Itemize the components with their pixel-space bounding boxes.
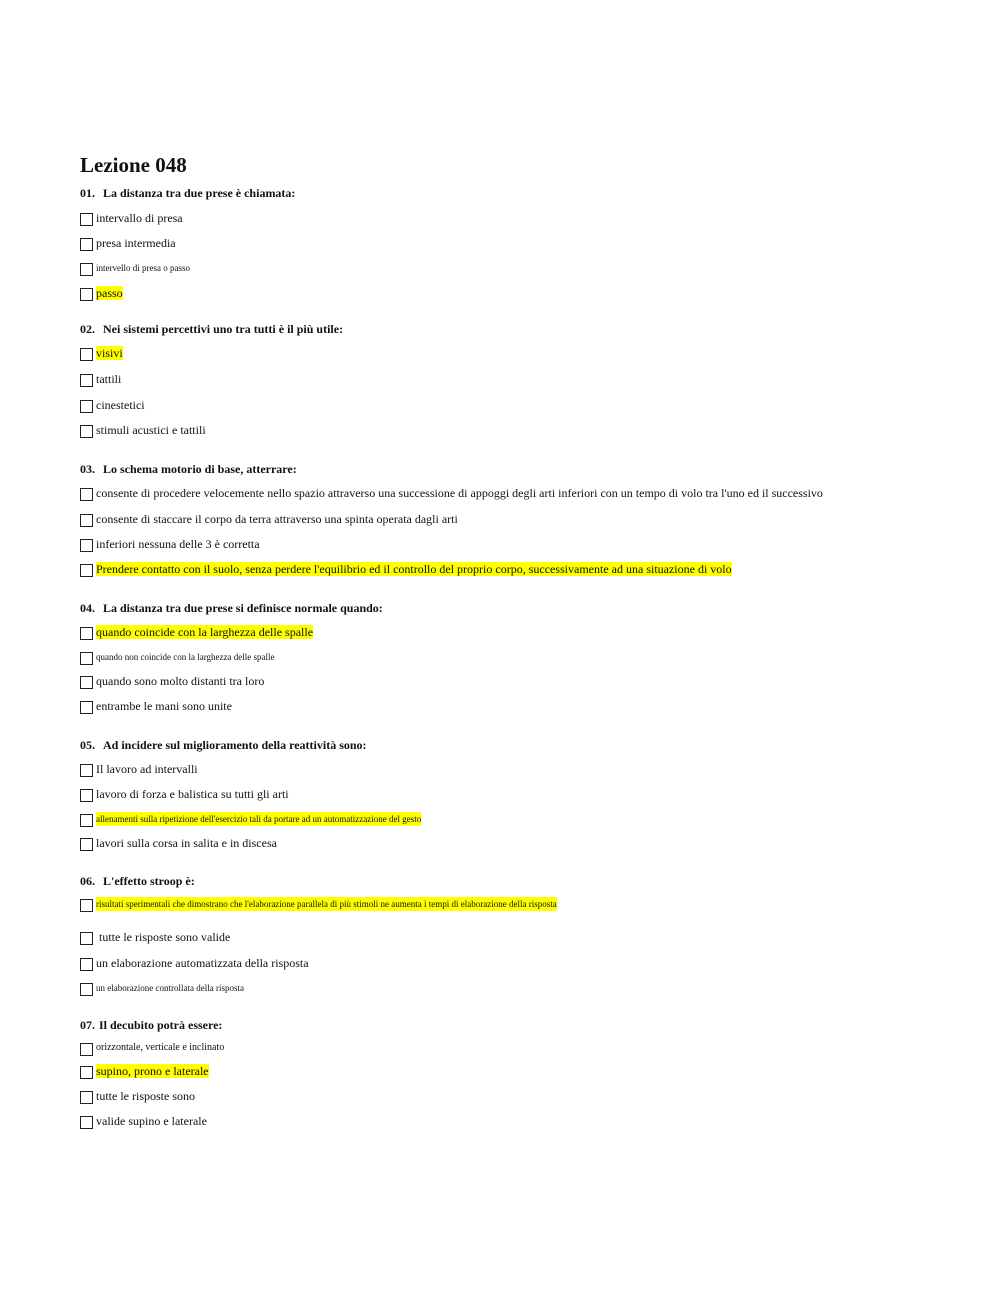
question-05 [80, 737, 367, 753]
question-number: 04. [80, 601, 95, 615]
checkbox[interactable] [80, 627, 93, 640]
option-label: lavoro di forza e balistica su tutti gli arti [96, 787, 289, 801]
question-text: Il decubito potrà essere: [99, 1018, 223, 1032]
option-label: tattili [96, 372, 122, 386]
checkbox[interactable] [80, 348, 93, 361]
option-label: risultati sperimentali che dimostrano che l'elaborazione parallela di più stimoli ne aumenta i tempi di elaborazione della risposta [96, 899, 557, 909]
checkbox[interactable] [80, 652, 93, 665]
option-label: consente di staccare il corpo da terra attraverso una spinta operata dagli arti [96, 512, 458, 526]
option-06-b[interactable] [80, 928, 230, 946]
checkbox[interactable] [80, 514, 93, 527]
option-label: quando non coincide con la larghezza delle spalle [96, 652, 275, 662]
option-06-d[interactable] [80, 979, 244, 997]
checkbox[interactable] [80, 1043, 93, 1056]
question-number: 02. [80, 322, 95, 336]
option-label: supino, prono e laterale [96, 1064, 209, 1078]
option-03-c[interactable] [80, 535, 260, 553]
question-02 [80, 321, 343, 337]
option-label: cinestetici [96, 398, 145, 412]
option-06-a[interactable] [80, 895, 557, 913]
option-label: Il lavoro ad intervalli [96, 762, 198, 776]
question-text: L'effetto stroop è: [103, 874, 195, 888]
option-label: Prendere contatto con il suolo, senza perdere l'equilibrio ed il controllo del proprio corpo, successivamente ad una situazione di volo [96, 562, 732, 576]
option-label: visivi [96, 346, 123, 360]
checkbox[interactable] [80, 958, 93, 971]
checkbox[interactable] [80, 814, 93, 827]
checkbox[interactable] [80, 539, 93, 552]
checkbox[interactable] [80, 932, 93, 945]
question-number: 07. [80, 1018, 95, 1032]
option-05-a[interactable] [80, 760, 198, 778]
checkbox[interactable] [80, 838, 93, 851]
question-04 [80, 600, 383, 616]
option-label: entrambe le mani sono unite [96, 699, 232, 713]
option-07-d[interactable] [80, 1112, 207, 1130]
option-label: orizzontale, verticale e inclinato [96, 1042, 225, 1053]
option-label: allenamenti sulla ripetizione dell'esercizio tali da portare ad un automatizzazione del gesto [96, 814, 422, 824]
question-text: Nei sistemi percettivi uno tra tutti è il più utile: [103, 322, 344, 336]
option-label: presa intermedia [96, 236, 176, 250]
option-03-b[interactable] [80, 510, 458, 528]
question-text: Lo schema motorio di base, atterrare: [103, 462, 297, 476]
option-03-d[interactable] [80, 560, 732, 578]
question-text: La distanza tra due prese è chiamata: [103, 186, 296, 200]
page-title: Lezione 048 [80, 153, 187, 177]
option-02-d[interactable] [80, 421, 206, 439]
question-text: La distanza tra due prese si definisce normale quando: [103, 601, 383, 615]
checkbox[interactable] [80, 263, 93, 276]
option-03-a[interactable] [80, 484, 823, 502]
checkbox[interactable] [80, 425, 93, 438]
option-label: consente di procedere velocemente nello spazio attraverso una successione di appoggi degli arti inferiori con un tempo di volo tra l'uno ed il successivo [96, 486, 823, 500]
checkbox[interactable] [80, 1066, 93, 1079]
option-label: quando coincide con la larghezza delle spalle [96, 625, 314, 639]
checkbox[interactable] [80, 288, 93, 301]
option-07-a[interactable] [80, 1039, 224, 1057]
option-02-b[interactable] [80, 370, 121, 388]
option-label: quando sono molto distanti tra loro [96, 674, 265, 688]
checkbox[interactable] [80, 1116, 93, 1129]
option-04-a[interactable] [80, 623, 313, 641]
option-label: intervello di presa o passo [96, 263, 190, 273]
option-07-b[interactable] [80, 1062, 209, 1080]
option-label: un elaborazione controllata della risposta [96, 983, 244, 993]
question-number: 05. [80, 738, 95, 752]
option-06-c[interactable] [80, 954, 309, 972]
checkbox[interactable] [80, 213, 93, 226]
question-number: 01. [80, 186, 95, 200]
option-07-c[interactable] [80, 1087, 195, 1105]
option-label: inferiori nessuna delle 3 è corretta [96, 537, 260, 551]
checkbox[interactable] [80, 676, 93, 689]
option-05-d[interactable] [80, 834, 277, 852]
option-label: lavori sulla corsa in salita e in discesa [96, 836, 277, 850]
checkbox[interactable] [80, 789, 93, 802]
option-05-c[interactable] [80, 810, 421, 828]
option-label: passo [96, 286, 123, 300]
option-05-b[interactable] [80, 785, 289, 803]
question-number: 03. [80, 462, 95, 476]
option-label: un elaborazione automatizzata della risposta [96, 956, 309, 970]
option-01-c[interactable] [80, 259, 190, 277]
option-02-c[interactable] [80, 396, 145, 414]
option-02-a[interactable] [80, 344, 123, 362]
question-number: 06. [80, 874, 95, 888]
option-04-d[interactable] [80, 697, 232, 715]
checkbox[interactable] [80, 238, 93, 251]
question-07 [80, 1017, 222, 1033]
option-01-d[interactable] [80, 284, 123, 302]
checkbox[interactable] [80, 374, 93, 387]
checkbox[interactable] [80, 764, 93, 777]
checkbox[interactable] [80, 983, 93, 996]
question-06 [80, 873, 195, 889]
option-04-c[interactable] [80, 672, 264, 690]
question-03 [80, 461, 297, 477]
option-01-a[interactable] [80, 209, 183, 227]
checkbox[interactable] [80, 488, 93, 501]
checkbox[interactable] [80, 701, 93, 714]
option-01-b[interactable] [80, 234, 176, 252]
checkbox[interactable] [80, 564, 93, 577]
option-04-b[interactable] [80, 648, 275, 666]
checkbox[interactable] [80, 1091, 93, 1104]
option-label: valide supino e laterale [96, 1114, 207, 1128]
option-label: tutte le risposte sono valide [99, 930, 231, 944]
option-label: stimuli acustici e tattili [96, 423, 206, 437]
question-01 [80, 185, 295, 201]
checkbox[interactable] [80, 899, 93, 912]
question-text: Ad incidere sul miglioramento della reattività sono: [103, 738, 367, 752]
option-label: tutte le risposte sono [96, 1089, 195, 1103]
option-label: intervallo di presa [96, 211, 183, 225]
checkbox[interactable] [80, 400, 93, 413]
